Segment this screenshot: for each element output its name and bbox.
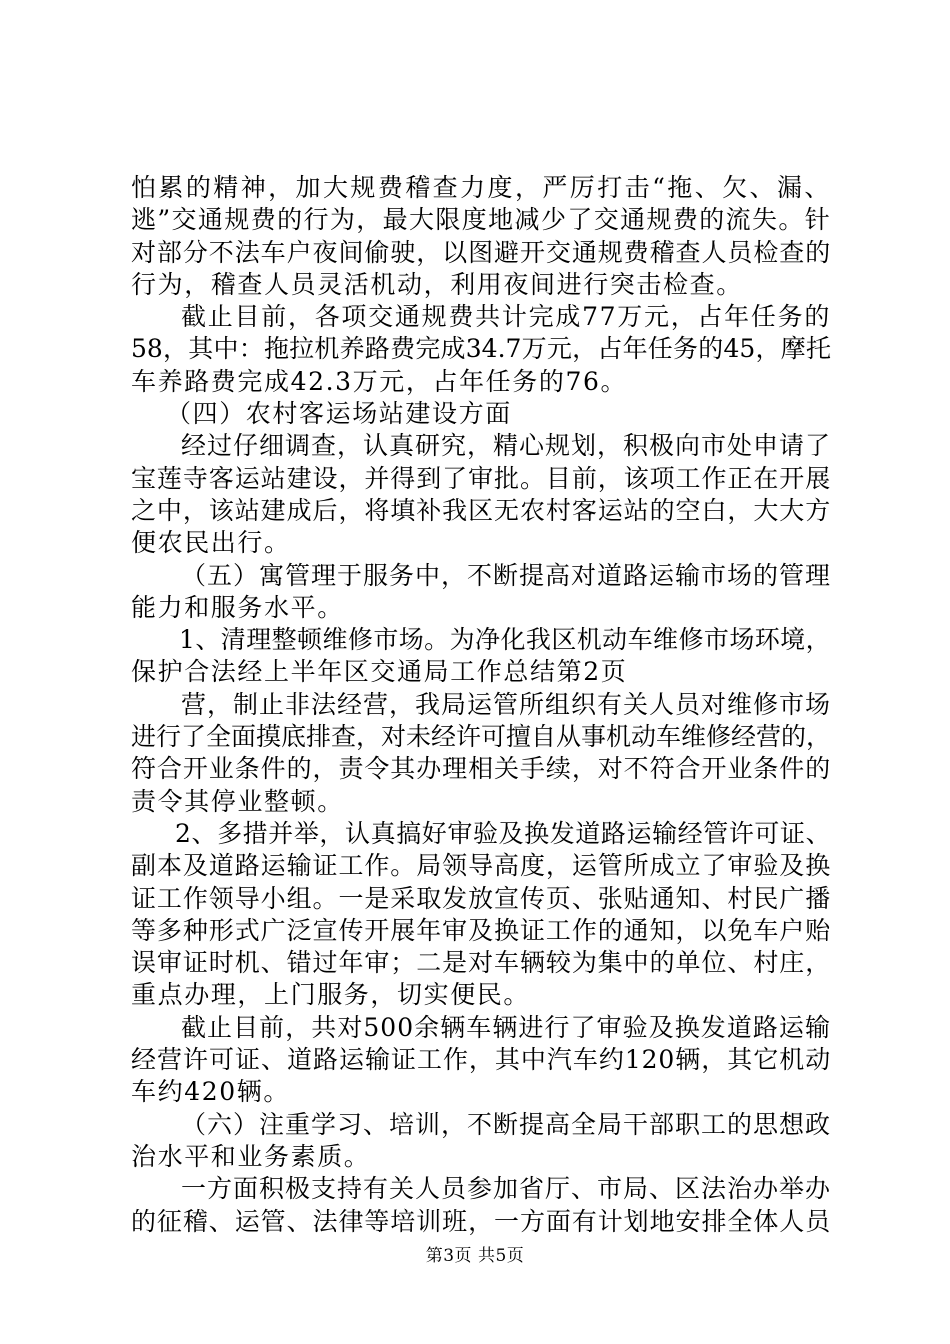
text-line: 等多种形式广泛宣传开展年审及换证工作的通知，以免车户贻 [131,915,831,945]
text-line: 对部分不法车户夜间偷驶，以图避开交通规费稽查人员检查的 [131,237,831,267]
text-line: 车约420辆。 [131,1077,290,1107]
text-line: 怕累的精神，加大规费稽查力度，严厉打击“拖、欠、漏、 [131,173,831,202]
text-line: 之中，该站建成后，将填补我区无农村客运站的空白，大大方 [131,495,831,525]
text-line: 便农民出行。 [131,528,291,558]
page-footer: 第3页 共5页 [425,1246,525,1266]
text-line: 逃”交通规费的行为，最大限度地减少了交通规费的流失。针 [131,205,831,235]
text-line: 58，其中：拖拉机养路费完成34.7万元，占年任务的45，摩托 [131,334,831,364]
text-line: 副本及道路运输证工作。局领导高度，运管所成立了审验及换 [131,851,831,881]
text-line: 一方面积极支持有关人员参加省厅、市局、区法治办举办 [181,1174,832,1204]
text-line: 2、多措并举，认真搞好审验及换发道路运输经管许可证、 [175,818,831,848]
text-line: 保护合法经上半年区交通局工作总结第2页 [131,657,628,687]
text-line: 责令其停业整顿。 [131,786,344,816]
text-line: 行为，稽查人员灵活机动，利用夜间进行突击检查。 [131,269,743,299]
text-line: 治水平和业务素质。 [131,1141,371,1171]
text-line: （四）农村客运场站建设方面 [166,399,512,429]
text-line: 符合开业条件的，责令其办理相关手续，对不符合开业条件的 [131,754,831,784]
text-line: 截止目前，各项交通规费共计完成77万元，占年任务的 [181,302,831,332]
text-line: 营，制止非法经营，我局运管所组织有关人员对维修市场 [181,689,832,719]
text-line: 的征稽、运管、法律等培训班，一方面有计划地安排全体人员 [131,1206,831,1236]
text-line: 经过仔细调查，认真研究，精心规划，积极向市处申请了 [181,431,832,461]
text-line: 宝莲寺客运站建设，并得到了审批。目前，该项工作正在开展 [131,463,831,493]
text-line: 误审证时机、错过年审；二是对车辆较为集中的单位、村庄， [131,948,831,978]
text-line: 证工作领导小组。一是采取发放宣传页、张贴通知、村民广播 [131,883,831,913]
body-text [131,172,831,1238]
text-line: 能力和服务水平。 [131,592,344,622]
text-line: 经营许可证、道路运输证工作，其中汽车约120辆，其它机动 [131,1045,831,1075]
text-line: 截止目前，共对500余辆车辆进行了审验及换发道路运输 [181,1012,831,1042]
text-line: （五）寓管理于服务中，不断提高对道路运输市场的管理 [181,560,832,590]
text-line: （六）注重学习、培训，不断提高全局干部职工的思想政 [181,1109,832,1139]
text-line: 车养路费完成42.3万元，占年任务的76。 [131,366,628,396]
text-line: 重点办理，上门服务，切实便民。 [131,980,531,1010]
text-line: 1、清理整顿维修市场。为净化我区机动车维修市场环境， [179,625,831,655]
text-line: 进行了全面摸底排查，对未经许可擅自从事机动车维修经营的， [131,722,832,752]
